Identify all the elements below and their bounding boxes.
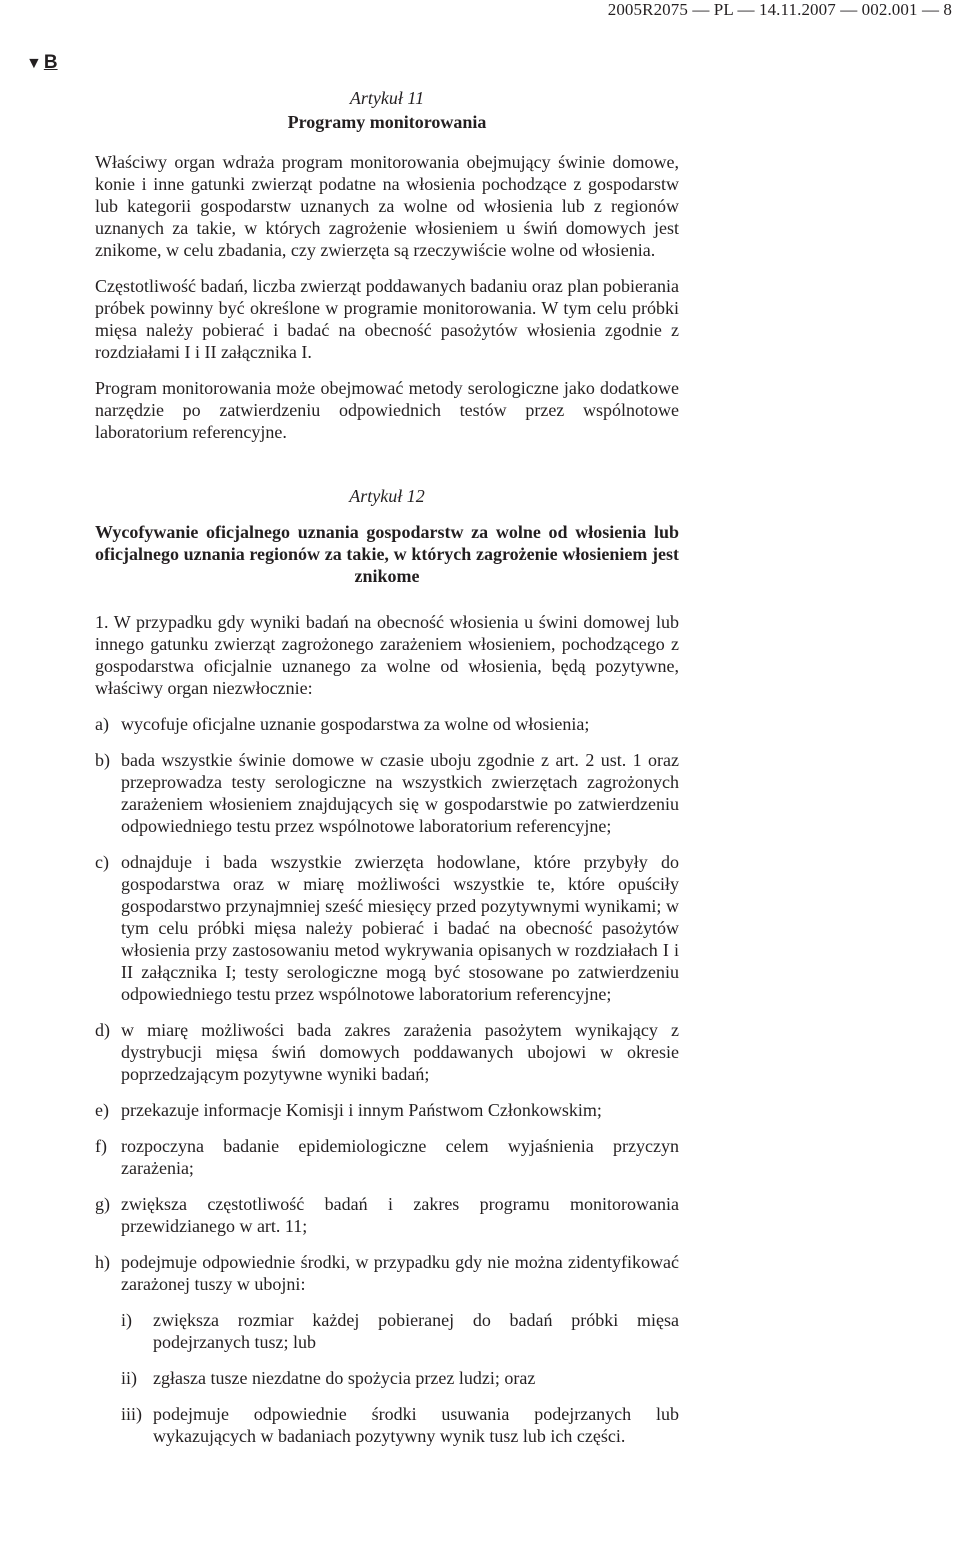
list-item-text: zwiększa częstotliwość badań i zakres programu monitorowania przewidzianego w art. 11;	[121, 1194, 679, 1236]
list-item-text: odnajduje i bada wszystkie zwierzęta hodowlane, które przybyły do gospodarstwa oraz w miarę możliwości wszystkie te, które opuściły gospodarstwo przynajmniej sześć miesięcy przed pozytywnymi wynikami; w tym celu próbki mięsa należy pobierać i badać na obecność pasożytów włosienia przy zastosowaniu metod wykrywania opisanych w rozdziałach I i II załącznika I; testy serologiczne mogą być stosowane po zatwierdzeniu odpowiedniego testu przez wspólnotowe laboratorium referencyjne;	[121, 852, 679, 1004]
document-body	[95, 87, 679, 1447]
article-11-paragraph: Właściwy organ wdraża program monitorowania obejmujący świnie domowe, konie i inne gatunki zwierząt podatne na włosienia pochodzące z gospodarstw lub kategorii gospodarstw uznanych za wolne od włosienia lub z regionów uznanych za takie, w których zagrożenie włosieniem u świń domowych jest znikome, w celu zbadania, czy zwierzęta są rzeczywiście wolne od włosienia.	[95, 152, 679, 260]
sub-list-item-text: podejmuje odpowiednie środki usuwania podejrzanych lub wykazujących w badaniach pozytywny wynik tusz lub ich części.	[153, 1404, 679, 1446]
list-item	[95, 1099, 679, 1121]
article-12-title: Wycofywanie oficjalnego uznania gospodarstw za wolne od włosienia lub oficjalnego uznania regionów za takie, w których zagrożenie włosieniem jest znikome	[95, 522, 679, 586]
list-item-text: podejmuje odpowiednie środki, w przypadku gdy nie można zidentyfikować zarażonej tuszy w ubojni:	[121, 1252, 679, 1294]
article-11-paragraph: Częstotliwość badań, liczba zwierząt poddawanych badaniu oraz plan pobierania próbek powinny być określone w programie monitorowania. W tym celu próbki mięsa należy pobierać i badać na obecność pasożytów włosienia zgodnie z rozdziałami I i II załącznika I.	[95, 276, 679, 362]
list-item-label: g)	[95, 1194, 110, 1214]
sub-list-item-text: zwiększa rozmiar każdej pobieranej do badań próbki mięsa podejrzanych tusz; lub	[153, 1310, 679, 1352]
list-item-label: e)	[95, 1100, 109, 1120]
sub-list-item	[121, 1367, 679, 1389]
list-item	[95, 713, 679, 735]
amendment-marker	[26, 53, 58, 74]
sub-list-item-text: zgłasza tusze niezdatne do spożycia przez ludzi; oraz	[153, 1368, 536, 1388]
amendment-letter: B	[43, 52, 58, 73]
list-item	[95, 1019, 679, 1085]
sub-list-item	[121, 1309, 679, 1353]
list-item	[95, 1251, 679, 1295]
list-item	[95, 749, 679, 837]
article-12-number: Artykuł 12	[349, 486, 425, 506]
list-item-text: bada wszystkie świnie domowe w czasie uboju zgodnie z art. 2 ust. 1 oraz przeprowadza testy serologiczne na wszystkich zwierzętach zagrożonych zarażeniem włosieniem znajdujących się w gospodarstwie po zatwierdzeniu odpowiedniego testu przez wspólnotowe laboratorium referencyjne;	[121, 750, 679, 836]
document-header: 2005R2075 — PL — 14.11.2007 — 002.001 — 8	[607, 0, 952, 19]
list-item-label: b)	[95, 750, 110, 770]
sub-list-item	[121, 1403, 679, 1447]
list-item-label: d)	[95, 1020, 110, 1040]
list-item-label: a)	[95, 714, 109, 734]
list-item-label: c)	[95, 852, 109, 872]
list-item-text: wycofuje oficjalne uznanie gospodarstwa za wolne od włosienia;	[121, 714, 590, 734]
article-11-paragraph: Program monitorowania może obejmować metody serologiczne jako dodatkowe narzędzie po zatwierdzeniu odpowiednich testów przez wspólnotowe laboratorium referencyjne.	[95, 378, 679, 442]
sub-list-item-label: ii)	[121, 1368, 137, 1388]
article-11-number: Artykuł 11	[349, 88, 425, 108]
list-item	[95, 1135, 679, 1179]
list-item-text: przekazuje informacje Komisji i innym Państwom Członkowskim;	[121, 1100, 602, 1120]
list-item-text: w miarę możliwości bada zakres zarażenia pasożytem wynikający z dystrybucji mięsa świń domowych poddawanych ubojowi w okresie poprzedzającym pozytywne wyniki badań;	[121, 1020, 679, 1084]
list-item	[95, 851, 679, 1005]
sub-list-item-label: iii)	[121, 1404, 142, 1424]
sub-list-item-label: i)	[121, 1310, 132, 1330]
list-item	[95, 1193, 679, 1237]
article-11-title: Programy monitorowania	[287, 112, 487, 132]
list-item-label: h)	[95, 1252, 110, 1272]
article-12-intro: 1. W przypadku gdy wyniki badań na obecność włosienia u świni domowej lub innego gatunku zwierząt zagrożonego zarażeniem włosieniem, pochodzącego z gospodarstwa oficjalnie uznanego za wolne od włosienia, będą pozytywne, właściwy organ niezwłocznie:	[95, 612, 679, 698]
list-item-text: rozpoczyna badanie epidemiologiczne celem wyjaśnienia przyczyn zarażenia;	[121, 1136, 679, 1178]
list-item-label: f)	[95, 1136, 107, 1156]
triangle-down-icon: ▼	[26, 55, 42, 72]
